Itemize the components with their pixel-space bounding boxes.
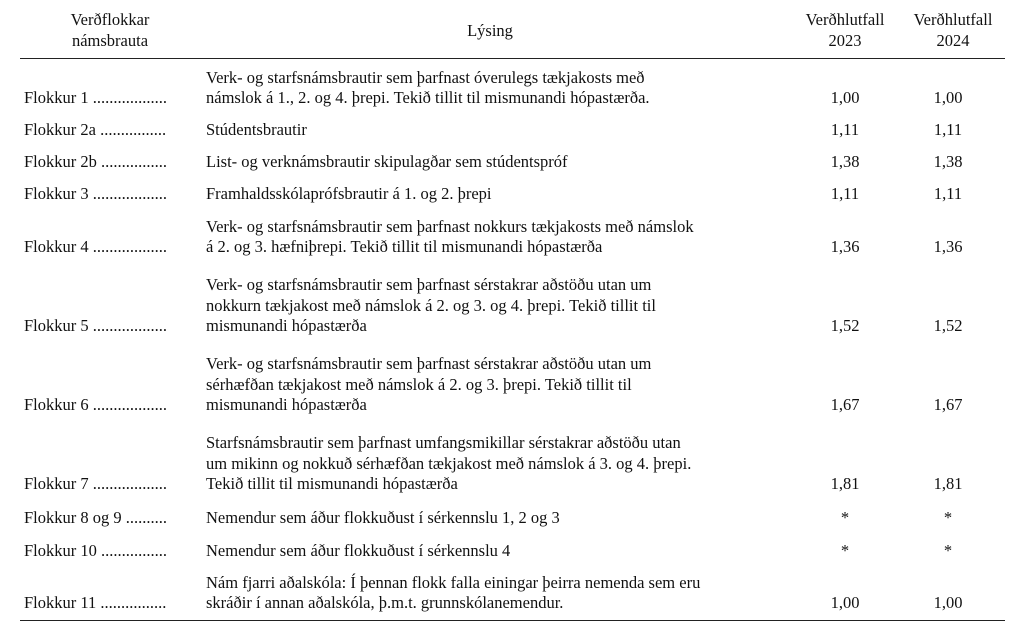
row-value-2023: 1,36 — [830, 237, 860, 257]
row-value-2024: 1,36 — [933, 237, 963, 257]
row-description-line: sérhæfðan tækjakost með námslok á 2. og 3. þrepi. Tekið tillit til — [206, 374, 632, 394]
row-value-2024: 1,00 — [933, 593, 963, 613]
row-value-2024: 1,00 — [933, 88, 963, 108]
header-category-line-1: Verðflokkar — [70, 10, 150, 29]
row-description-line: Nemendur sem áður flokkuðust í sérkennslu 4 — [206, 541, 511, 561]
row-description-line: nokkurn tækjakost með námslok á 2. og 3. og 4. þrepi. Tekið tillit til — [206, 295, 656, 315]
row-description-line: Verk- og starfsnámsbrautir sem þarfnast sérstakrar aðstöðu utan um — [206, 354, 652, 374]
row-category: Flokkur 2b ................ — [24, 152, 168, 172]
row-value-2024: 1,81 — [933, 474, 963, 494]
row-category: Flokkur 7 .................. — [24, 474, 168, 494]
row-value-2023: 1,38 — [830, 152, 860, 172]
row-value-2023: 1,81 — [830, 474, 860, 494]
row-description-line: Nám fjarri aðalskóla: Í þennan flokk falla einingar þeirra nemenda sem eru — [206, 572, 701, 592]
row-value-2023: 1,67 — [830, 395, 860, 415]
header-2024-line-2: 2024 — [936, 30, 970, 50]
row-description-line: Verk- og starfsnámsbrautir sem þarfnast nokkurs tækjakosts með námslok — [206, 216, 694, 236]
row-description-line: Nemendur sem áður flokkuðust í sérkennslu 1, 2 og 3 — [206, 508, 560, 528]
row-description-line: skráðir í annan aðalskóla, þ.m.t. grunnskólanemendur. — [206, 593, 564, 613]
row-description-line: Stúdentsbrautir — [206, 120, 307, 140]
header-description: Lýsing — [467, 21, 513, 40]
row-value-2024: 1,52 — [933, 316, 963, 336]
row-category: Flokkur 6 .................. — [24, 395, 168, 415]
row-description-line: um mikinn og nokkuð sérhæfðan tækjakost með námslok á 3. og 4. þrepi. — [206, 453, 692, 473]
row-value-2023: * — [840, 508, 850, 528]
row-value-2024: 1,67 — [933, 395, 963, 415]
row-description-line: Verk- og starfsnámsbrautir sem þarfnast óverulegs tækjakosts með — [206, 67, 645, 87]
row-description-line: á 2. og 3. hæfniþrepi. Tekið tillit til mismunandi hópastærða — [206, 237, 603, 257]
header-category-line-2: námsbrauta — [71, 30, 149, 50]
row-value-2024: * — [943, 541, 953, 561]
row-description-line: mismunandi hópastærða — [206, 316, 367, 336]
row-description-line: Starfsnámsbrautir sem þarfnast umfangsmikillar sérstakrar aðstöðu utan — [206, 433, 681, 453]
row-value-2023: 1,11 — [830, 184, 860, 204]
row-value-2024: 1,38 — [933, 152, 963, 172]
row-value-2023: 1,00 — [830, 88, 860, 108]
row-description-line: mismunandi hópastærða — [206, 395, 367, 415]
row-category: Flokkur 11 ................ — [24, 593, 167, 613]
row-category: Flokkur 5 .................. — [24, 316, 168, 336]
row-value-2024: 1,11 — [933, 184, 963, 204]
row-description-line: Framhaldsskólaprófsbrautir á 1. og 2. þrepi — [206, 184, 492, 204]
row-category: Flokkur 10 ................ — [24, 541, 168, 561]
table-row — [20, 0, 1005, 614]
row-category: Flokkur 2a ................ — [24, 120, 167, 140]
row-description-line: námslok á 1., 2. og 4. þrepi. Tekið tillit til mismunandi hópastærða. — [206, 88, 650, 108]
row-description-line: Verk- og starfsnámsbrautir sem þarfnast sérstakrar aðstöðu utan um — [206, 275, 652, 295]
row-value-2023: 1,00 — [830, 593, 860, 613]
row-value-2023: 1,11 — [830, 120, 860, 140]
row-value-2023: * — [840, 541, 850, 561]
row-description-line: Tekið tillit til mismunandi hópastærða — [206, 474, 458, 494]
row-value-2024: * — [943, 508, 953, 528]
row-category: Flokkur 4 .................. — [24, 237, 168, 257]
row-value-2023: 1,52 — [830, 316, 860, 336]
row-category: Flokkur 3 .................. — [24, 184, 168, 204]
row-description — [206, 573, 806, 614]
row-description-line: List- og verknámsbrautir skipulagðar sem stúdentspróf — [206, 152, 568, 172]
row-category: Flokkur 8 og 9 .......... — [24, 508, 168, 528]
row-value-2024: 1,11 — [933, 120, 963, 140]
header-2023-line-1: Verðhlutfall — [805, 10, 885, 29]
header-2024-line-1: Verðhlutfall — [913, 10, 993, 29]
row-category: Flokkur 1 .................. — [24, 88, 168, 108]
header-2023-line-2: 2023 — [828, 30, 862, 50]
table-bottom-rule — [20, 620, 1005, 621]
